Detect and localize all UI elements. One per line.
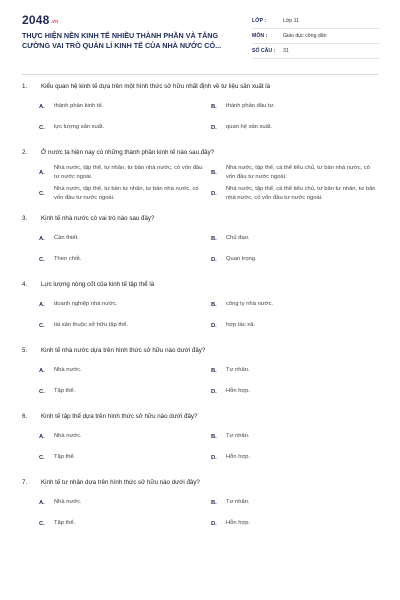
question-number: 1. [22, 83, 28, 90]
option-text: Nhà nước. [54, 367, 82, 374]
option-letter: D. [211, 388, 217, 395]
answer-option[interactable] [38, 185, 210, 202]
answer-option[interactable] [38, 98, 210, 115]
question-stem [0, 478, 400, 488]
meta-row-question-count [252, 44, 380, 59]
question-item [0, 412, 400, 466]
option-letter: C. [39, 520, 45, 527]
answer-options [38, 164, 400, 202]
option-text: Nhà nước. [54, 499, 82, 506]
option-text: hợp tác xã. [226, 322, 255, 329]
option-letter: B. [211, 433, 217, 440]
question-stem [0, 82, 400, 92]
answer-option[interactable] [38, 449, 210, 466]
answer-option[interactable] [210, 296, 382, 313]
option-text: Hỗn hợp. [226, 520, 251, 527]
page-header [0, 0, 400, 70]
option-letter: B. [211, 103, 217, 110]
answer-option[interactable] [210, 230, 382, 247]
answer-option[interactable] [210, 164, 382, 181]
option-letter: A. [39, 301, 45, 308]
answer-options [38, 296, 400, 334]
answer-option[interactable] [38, 164, 210, 181]
option-text: lực lượng sản xuất. [54, 124, 105, 131]
question-number: 2. [22, 149, 28, 156]
option-text: Tập thể. [54, 388, 76, 395]
question-list [0, 82, 400, 544]
answer-option[interactable] [38, 119, 210, 136]
answer-option[interactable] [210, 383, 382, 400]
question-item [0, 346, 400, 400]
option-text: Nhà nước, tập thể, cá thể tiểu chủ, tư bản tư nhân, tư bản nhà nước, có vốn đầu tư nước ngoài. [226, 186, 376, 201]
question-number: 7. [22, 479, 28, 486]
question-item [0, 280, 400, 334]
site-logo[interactable] [22, 13, 58, 27]
option-text: Nhà nước, tập thể, tư nhân, tư bản nhà nước, có vốn đầu tư nước ngoài. [54, 165, 203, 180]
option-text: Then chốt. [54, 256, 82, 263]
option-letter: A. [39, 499, 45, 506]
question-number: 4. [22, 281, 28, 288]
answer-option[interactable] [210, 494, 382, 511]
option-text: Nhà nước, tập thể, tư bản tư nhân, tư bản nhà nước, có vốn đầu tư nước ngoài. [54, 186, 199, 201]
logo-suffix: .vn [50, 19, 59, 25]
option-letter: A. [39, 169, 45, 176]
question-text: Kiểu quan hệ kinh tế dựa trên một hình thức sở hữu nhất định về tư liệu sản xuất là [41, 83, 271, 90]
answer-option[interactable] [210, 428, 382, 445]
answer-option[interactable] [210, 362, 382, 379]
answer-option[interactable] [210, 185, 382, 202]
answer-options [38, 230, 400, 268]
question-stem [0, 214, 400, 224]
answer-option[interactable] [38, 296, 210, 313]
answer-option[interactable] [210, 449, 382, 466]
option-letter: D. [211, 124, 217, 131]
question-stem [0, 148, 400, 158]
answer-option[interactable] [38, 383, 210, 400]
option-letter: C. [39, 388, 45, 395]
meta-key: LỚP : [252, 18, 267, 24]
option-text: Nhà nước. [54, 433, 82, 440]
option-text: thành phần kinh tế. [54, 103, 104, 110]
answer-options [38, 362, 400, 400]
option-text: Tập thể. [54, 520, 76, 527]
question-number: 3. [22, 215, 28, 222]
option-letter: B. [211, 169, 217, 176]
answer-option[interactable] [210, 251, 382, 268]
option-text: quan hệ sản xuất. [226, 124, 273, 131]
question-number: 5. [22, 347, 28, 354]
answer-option[interactable] [38, 362, 210, 379]
option-text: doanh nghiệp nhà nước. [54, 301, 118, 308]
option-letter: D. [211, 322, 217, 329]
option-text: Tư nhân. [226, 433, 250, 440]
meta-value: Giáo dục công dân [283, 33, 327, 39]
answer-option[interactable] [38, 317, 210, 334]
option-letter: C. [39, 190, 45, 197]
option-text: Tư nhân. [226, 367, 250, 374]
option-letter: B. [211, 301, 217, 308]
option-text: thành phần đầu tư. [226, 103, 276, 110]
option-letter: B. [211, 499, 217, 506]
option-letter: A. [39, 103, 45, 110]
answer-options [38, 428, 400, 466]
option-text: công ty nhà nước. [226, 301, 273, 308]
option-text: Tập thể. [54, 454, 76, 461]
logo-text: 2048 [22, 13, 50, 27]
option-text: tài sản thuộc sở hữu tập thể. [54, 322, 129, 329]
meta-key: SỐ CÂU : [252, 48, 276, 54]
answer-option[interactable] [38, 230, 210, 247]
option-text: Hỗn hợp. [226, 388, 251, 395]
meta-row-subject [252, 29, 380, 44]
option-text: Quan trọng. [226, 256, 257, 263]
option-letter: D. [211, 190, 217, 197]
option-text: Tư nhân. [226, 499, 250, 506]
question-text: Kinh tế nhà nước dựa trên hình thức sở hữu nào dưới đây? [41, 347, 206, 354]
question-stem [0, 412, 400, 422]
meta-row-class [252, 14, 380, 29]
question-text: Ở nước ta hiện nay có những thành phần kinh tế nào sau đây? [41, 149, 215, 156]
option-letter: C. [39, 454, 45, 461]
meta-value: Lớp 11 [283, 18, 299, 24]
option-letter: A. [39, 235, 45, 242]
option-text: Nhà nước, tập thể, cá thể tiểu chủ, tư bản nhà nước, có vốn đầu tư nước ngoài. [226, 165, 370, 180]
question-text: Lực lượng nòng cốt của kinh tế tập thể là [41, 281, 155, 288]
option-letter: C. [39, 124, 45, 131]
answer-option[interactable] [210, 98, 382, 115]
question-text: Kinh tế tập thể dựa trên hình thức sở hữu nào dưới đây? [41, 413, 198, 420]
question-item [0, 148, 400, 202]
question-stem [0, 346, 400, 356]
answer-options [38, 98, 400, 136]
document-title: THỰC HIỆN NỀN KINH TẾ NHIỀU THÀNH PHẦN VÀ TĂNG CƯỜNG VAI TRÒ QUẢN LÍ KINH TẾ CỦA NHÀ NƯỚC CÓ... [22, 31, 222, 50]
option-letter: B. [211, 235, 217, 242]
answer-option[interactable] [210, 317, 382, 334]
header-divider [22, 74, 378, 75]
question-item [0, 214, 400, 268]
meta-value: 31 [283, 48, 289, 54]
question-text: Kinh tế tư nhân dựa trên hình thức sở hữu nào dưới đây? [41, 479, 200, 486]
question-number: 6. [22, 413, 28, 420]
option-letter: C. [39, 322, 45, 329]
option-text: Hỗn hợp. [226, 454, 251, 461]
option-letter: C. [39, 256, 45, 263]
option-letter: A. [39, 367, 45, 374]
question-item [0, 82, 400, 136]
option-text: Chủ đạo. [226, 235, 250, 242]
question-stem [0, 280, 400, 290]
option-letter: D. [211, 256, 217, 263]
answer-option[interactable] [38, 515, 210, 532]
question-item [0, 478, 400, 532]
answer-option[interactable] [210, 119, 382, 136]
option-text: Cần thiết. [54, 235, 79, 242]
answer-option[interactable] [38, 251, 210, 268]
answer-option[interactable] [210, 515, 382, 532]
option-letter: D. [211, 454, 217, 461]
meta-key: MÔN : [252, 33, 268, 39]
option-letter: A. [39, 433, 45, 440]
option-letter: D. [211, 520, 217, 527]
answer-option[interactable] [38, 494, 210, 511]
option-letter: B. [211, 367, 217, 374]
document-meta [252, 14, 380, 59]
answer-option[interactable] [38, 428, 210, 445]
answer-options [38, 494, 400, 532]
question-text: Kinh tế nhà nước có vai trò nào sau đây? [41, 215, 155, 222]
